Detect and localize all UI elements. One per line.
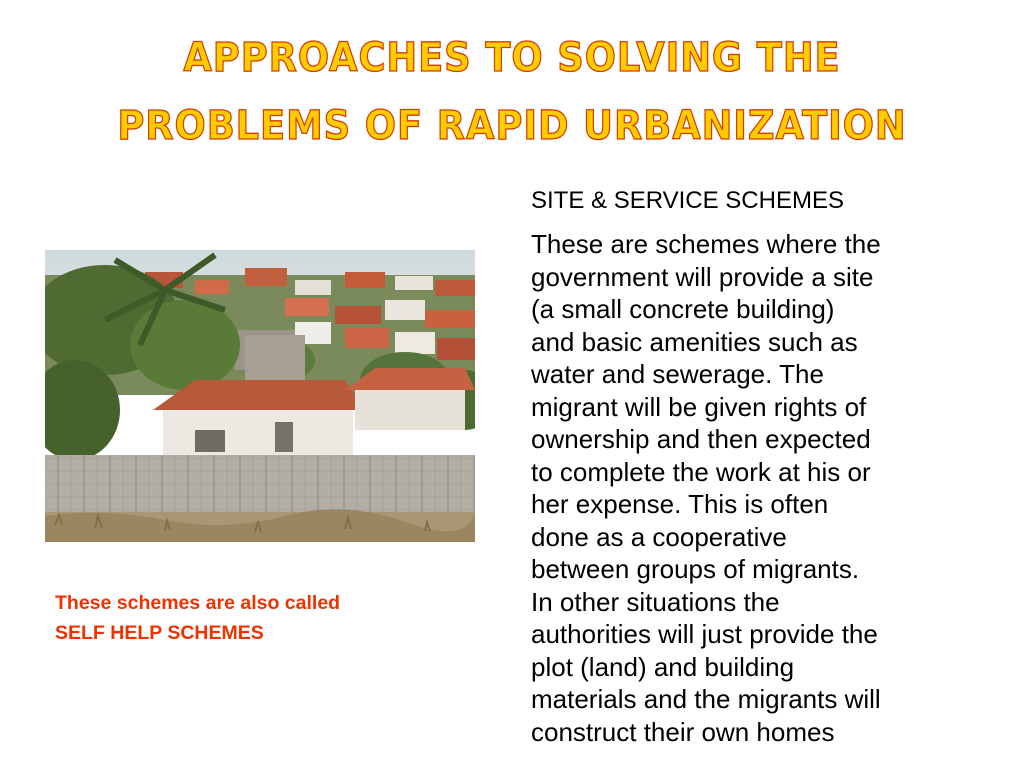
section-heading: SITE & SERVICE SCHEMES bbox=[531, 187, 844, 214]
body-line: between groups of migrants. bbox=[531, 554, 860, 584]
body-line: government will provide a site bbox=[531, 261, 874, 292]
slide-title-line-1: APPROACHES TO SOLVING THE bbox=[183, 35, 841, 81]
body-line: plot (land) and building bbox=[531, 651, 795, 682]
caption-line-2: SELF HELP SCHEMES bbox=[55, 622, 264, 644]
body-line: and basic amenities such as bbox=[531, 326, 858, 357]
body-line: her expense. This is often bbox=[531, 489, 829, 519]
body-line: migrant will be given rights of bbox=[531, 391, 867, 422]
body-line: construct their own homes bbox=[531, 716, 835, 747]
body-line: ownership and then expected bbox=[531, 424, 871, 454]
housing-photo bbox=[45, 250, 475, 542]
section-body bbox=[531, 228, 1011, 748]
caption-line-1: These schemes are also called bbox=[55, 592, 341, 614]
body-line: done as a cooperative bbox=[531, 521, 787, 552]
body-line: authorities will just provide the bbox=[531, 619, 878, 649]
body-line: materials and the migrants will bbox=[531, 684, 881, 714]
body-line: water and sewerage. The bbox=[531, 359, 824, 389]
body-line: These are schemes where the bbox=[531, 229, 881, 259]
body-line: (a small concrete building) bbox=[531, 294, 835, 324]
slide-title-line-2: PROBLEMS OF RAPID URBANIZATION bbox=[117, 103, 907, 149]
body-line: to complete the work at his or bbox=[531, 456, 871, 487]
body-line: In other situations the bbox=[531, 586, 780, 617]
caption bbox=[55, 588, 475, 648]
